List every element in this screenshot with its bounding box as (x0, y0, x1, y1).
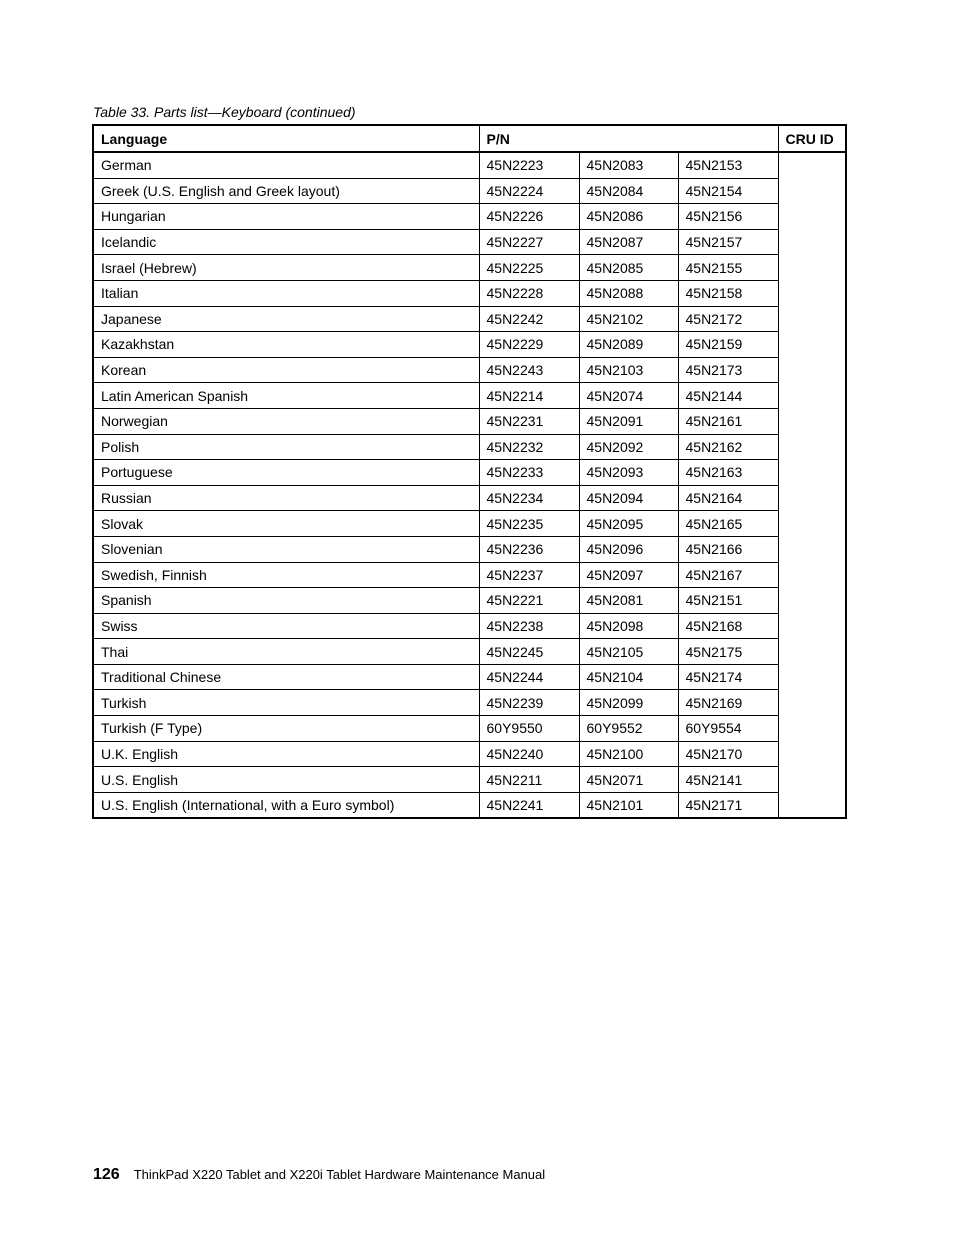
cell-language: Russian (93, 485, 479, 511)
cell-part-number: 45N2154 (678, 178, 778, 204)
cell-part-number: 45N2096 (579, 536, 678, 562)
cell-part-number: 45N2161 (678, 408, 778, 434)
cell-part-number: 45N2228 (479, 280, 579, 306)
cell-language: Polish (93, 434, 479, 460)
cell-part-number: 45N2162 (678, 434, 778, 460)
cell-part-number: 45N2174 (678, 664, 778, 690)
cell-part-number: 60Y9550 (479, 716, 579, 742)
cell-part-number: 45N2099 (579, 690, 678, 716)
manual-title: ThinkPad X220 Tablet and X220i Tablet Hardware Maintenance Manual (133, 1167, 546, 1182)
cell-part-number: 45N2153 (678, 152, 778, 178)
cell-part-number: 45N2164 (678, 485, 778, 511)
table-row (93, 306, 846, 332)
table-body (93, 152, 846, 818)
cell-part-number: 45N2225 (479, 255, 579, 281)
table-row (93, 255, 846, 281)
table-row (93, 664, 846, 690)
header-language: Language (93, 125, 479, 152)
cell-part-number: 45N2092 (579, 434, 678, 460)
cell-language: U.K. English (93, 741, 479, 767)
cell-language: Turkish (93, 690, 479, 716)
cell-part-number: 45N2156 (678, 204, 778, 230)
cell-language: Traditional Chinese (93, 664, 479, 690)
cell-part-number: 45N2240 (479, 741, 579, 767)
cell-part-number: 45N2235 (479, 511, 579, 537)
cell-part-number: 45N2074 (579, 383, 678, 409)
cell-language: Swiss (93, 613, 479, 639)
table-row (93, 434, 846, 460)
cell-part-number: 45N2084 (579, 178, 678, 204)
cell-language: Portuguese (93, 460, 479, 486)
cell-part-number: 45N2094 (579, 485, 678, 511)
cell-part-number: 45N2088 (579, 280, 678, 306)
cell-part-number: 45N2087 (579, 229, 678, 255)
cell-part-number: 45N2211 (479, 767, 579, 793)
table-row (93, 152, 846, 178)
cell-part-number: 45N2089 (579, 332, 678, 358)
cell-part-number: 45N2167 (678, 562, 778, 588)
cell-part-number: 45N2165 (678, 511, 778, 537)
cell-part-number: 45N2159 (678, 332, 778, 358)
table-row (93, 229, 846, 255)
cell-part-number: 45N2093 (579, 460, 678, 486)
cell-language: Latin American Spanish (93, 383, 479, 409)
table-row (93, 204, 846, 230)
table-row (93, 792, 846, 818)
table-row (93, 332, 846, 358)
header-cru-id: CRU ID (778, 125, 846, 152)
cell-part-number: 45N2221 (479, 588, 579, 614)
cell-part-number: 45N2239 (479, 690, 579, 716)
cell-part-number: 60Y9552 (579, 716, 678, 742)
parts-list-table (92, 124, 847, 819)
cell-part-number: 45N2231 (479, 408, 579, 434)
table-row (93, 741, 846, 767)
cell-part-number: 45N2102 (579, 306, 678, 332)
cell-part-number: 45N2223 (479, 152, 579, 178)
cell-part-number: 45N2229 (479, 332, 579, 358)
cell-language: Kazakhstan (93, 332, 479, 358)
cell-part-number: 45N2232 (479, 434, 579, 460)
cell-part-number: 45N2098 (579, 613, 678, 639)
cell-part-number: 45N2101 (579, 792, 678, 818)
cell-part-number: 45N2238 (479, 613, 579, 639)
cell-language: Slovenian (93, 536, 479, 562)
cell-language: Hungarian (93, 204, 479, 230)
cell-part-number: 45N2081 (579, 588, 678, 614)
cell-part-number: 60Y9554 (678, 716, 778, 742)
table-header-row (93, 125, 846, 152)
cell-part-number: 45N2166 (678, 536, 778, 562)
cell-part-number: 45N2144 (678, 383, 778, 409)
cell-part-number: 45N2095 (579, 511, 678, 537)
cell-part-number: 45N2083 (579, 152, 678, 178)
table-row (93, 716, 846, 742)
table-row (93, 767, 846, 793)
cell-language: Korean (93, 357, 479, 383)
cell-part-number: 45N2237 (479, 562, 579, 588)
cell-language: Italian (93, 280, 479, 306)
cell-part-number: 45N2172 (678, 306, 778, 332)
cell-part-number: 45N2234 (479, 485, 579, 511)
cell-part-number: 45N2173 (678, 357, 778, 383)
cell-part-number: 45N2071 (579, 767, 678, 793)
cell-part-number: 45N2214 (479, 383, 579, 409)
cell-language: Norwegian (93, 408, 479, 434)
cell-part-number: 45N2085 (579, 255, 678, 281)
cell-part-number: 45N2168 (678, 613, 778, 639)
page-number: 126 (93, 1166, 120, 1183)
table-row (93, 485, 846, 511)
cell-language: Swedish, Finnish (93, 562, 479, 588)
header-pn: P/N (479, 125, 778, 152)
cell-part-number: 45N2163 (678, 460, 778, 486)
cell-part-number: 45N2158 (678, 280, 778, 306)
table-row (93, 536, 846, 562)
cell-part-number: 45N2155 (678, 255, 778, 281)
table-row (93, 357, 846, 383)
cell-language: Thai (93, 639, 479, 665)
cell-language: Spanish (93, 588, 479, 614)
cell-part-number: 45N2103 (579, 357, 678, 383)
cell-part-number: 45N2244 (479, 664, 579, 690)
cell-part-number: 45N2105 (579, 639, 678, 665)
cell-part-number: 45N2175 (678, 639, 778, 665)
cell-part-number: 45N2104 (579, 664, 678, 690)
table-row (93, 690, 846, 716)
cell-part-number: 45N2169 (678, 690, 778, 716)
cell-language: Slovak (93, 511, 479, 537)
table-row (93, 280, 846, 306)
cell-part-number: 45N2171 (678, 792, 778, 818)
cell-part-number: 45N2151 (678, 588, 778, 614)
cell-language: U.S. English (International, with a Euro symbol) (93, 792, 479, 818)
table-row (93, 588, 846, 614)
cell-part-number: 45N2243 (479, 357, 579, 383)
cell-language: German (93, 152, 479, 178)
table-row (93, 562, 846, 588)
cell-part-number: 45N2224 (479, 178, 579, 204)
cell-cru-id (778, 152, 846, 818)
cell-part-number: 45N2233 (479, 460, 579, 486)
cell-part-number: 45N2245 (479, 639, 579, 665)
cell-part-number: 45N2157 (678, 229, 778, 255)
table-caption: Table 33. Parts list—Keyboard (continued) (93, 104, 356, 120)
cell-part-number: 45N2141 (678, 767, 778, 793)
cell-language: Japanese (93, 306, 479, 332)
cell-language: U.S. English (93, 767, 479, 793)
table-row (93, 639, 846, 665)
cell-part-number: 45N2170 (678, 741, 778, 767)
cell-language: Icelandic (93, 229, 479, 255)
cell-part-number: 45N2086 (579, 204, 678, 230)
cell-language: Turkish (F Type) (93, 716, 479, 742)
table-row (93, 178, 846, 204)
cell-part-number: 45N2097 (579, 562, 678, 588)
cell-part-number: 45N2241 (479, 792, 579, 818)
page-footer (93, 1166, 545, 1184)
cell-part-number: 45N2227 (479, 229, 579, 255)
table-row (93, 408, 846, 434)
table-row (93, 613, 846, 639)
table-row (93, 460, 846, 486)
table-row (93, 383, 846, 409)
cell-part-number: 45N2236 (479, 536, 579, 562)
cell-part-number: 45N2091 (579, 408, 678, 434)
cell-part-number: 45N2242 (479, 306, 579, 332)
cell-part-number: 45N2100 (579, 741, 678, 767)
cell-language: Greek (U.S. English and Greek layout) (93, 178, 479, 204)
cell-language: Israel (Hebrew) (93, 255, 479, 281)
table-row (93, 511, 846, 537)
cell-part-number: 45N2226 (479, 204, 579, 230)
